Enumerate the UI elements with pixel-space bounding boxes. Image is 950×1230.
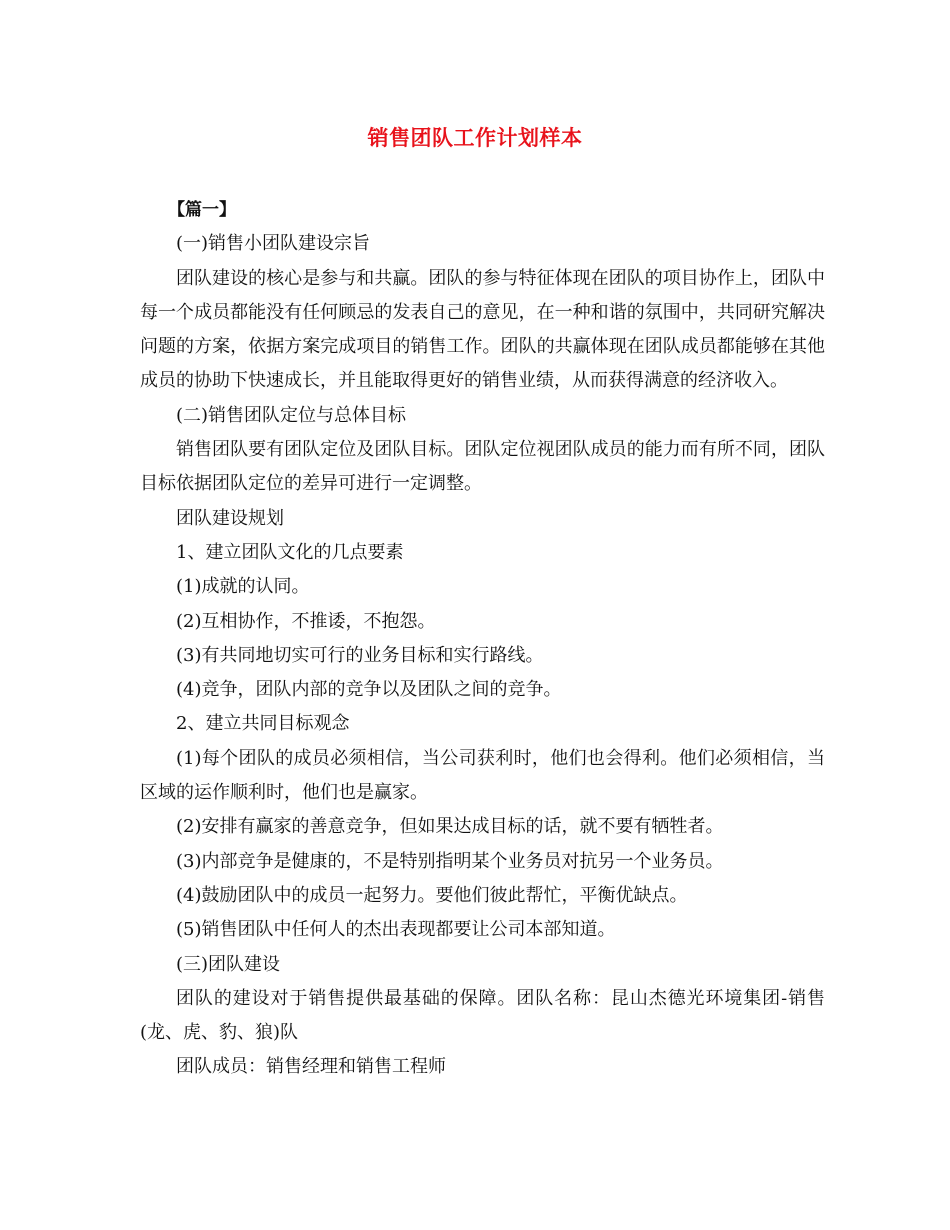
paragraph: 团队建设的核心是参与和共赢。团队的参与特征体现在团队的项目协作上，团队中每一个成员都能没有任何顾忌的发表自己的意见，在一种和谐的氛围中，共同研究解决问题的方案，依据方案完成项目的销售工作。团队的共赢体现在团队成员都能够在其他成员的协助下快速成长，并且能取得更好的销售业绩，从而获得满意的经济收入。 xyxy=(140,267,825,392)
paragraph: (1)成就的认同。 xyxy=(176,576,310,598)
section-marker: 【篇一】 xyxy=(168,200,236,220)
paragraph: (2)安排有赢家的善意竞争，但如果达成目标的话，就不要有牺牲者。 xyxy=(176,816,724,838)
paragraph: 1、建立团队文化的几点要素 xyxy=(176,541,404,563)
paragraph: (3)内部竞争是健康的，不是特别指明某个业务员对抗另一个业务员。 xyxy=(176,850,724,872)
paragraph: 团队成员：销售经理和销售工程师 xyxy=(176,1056,446,1078)
paragraph: (4)竞争，团队内部的竞争以及团队之间的竞争。 xyxy=(176,679,562,701)
paragraph: 团队的建设对于销售提供最基础的保障。团队名称：昆山杰德光环境集团-销售(龙、虎、豹、狼)队 xyxy=(140,987,825,1044)
paragraph: (4)鼓励团队中的成员一起努力。要他们彼此帮忙，平衡优缺点。 xyxy=(176,884,688,906)
paragraph: 2、建立共同目标观念 xyxy=(176,713,350,735)
paragraph: (2)互相协作，不推诿，不抱怨。 xyxy=(176,610,436,632)
paragraph: (三)团队建设 xyxy=(176,953,281,975)
paragraph: (5)销售团队中任何人的杰出表现都要让公司本部知道。 xyxy=(176,919,616,941)
paragraph: 团队建设规划 xyxy=(176,507,284,529)
paragraph: (二)销售团队定位与总体目标 xyxy=(176,404,407,426)
paragraph: (一)销售小团队建设宗旨 xyxy=(176,233,371,255)
document-title: 销售团队工作计划样本 xyxy=(367,126,583,150)
paragraph: 销售团队要有团队定位及团队目标。团队定位视团队成员的能力而有所不同，团队目标依据团队定位的差异可进行一定调整。 xyxy=(140,439,825,495)
document-body xyxy=(140,193,825,1085)
paragraph: (1)每个团队的成员必须相信，当公司获利时，他们也会得利。他们必须相信，当区域的运作顺利时，他们也是赢家。 xyxy=(140,747,825,804)
paragraph: (3)有共同地切实可行的业务目标和实行路线。 xyxy=(176,644,544,666)
